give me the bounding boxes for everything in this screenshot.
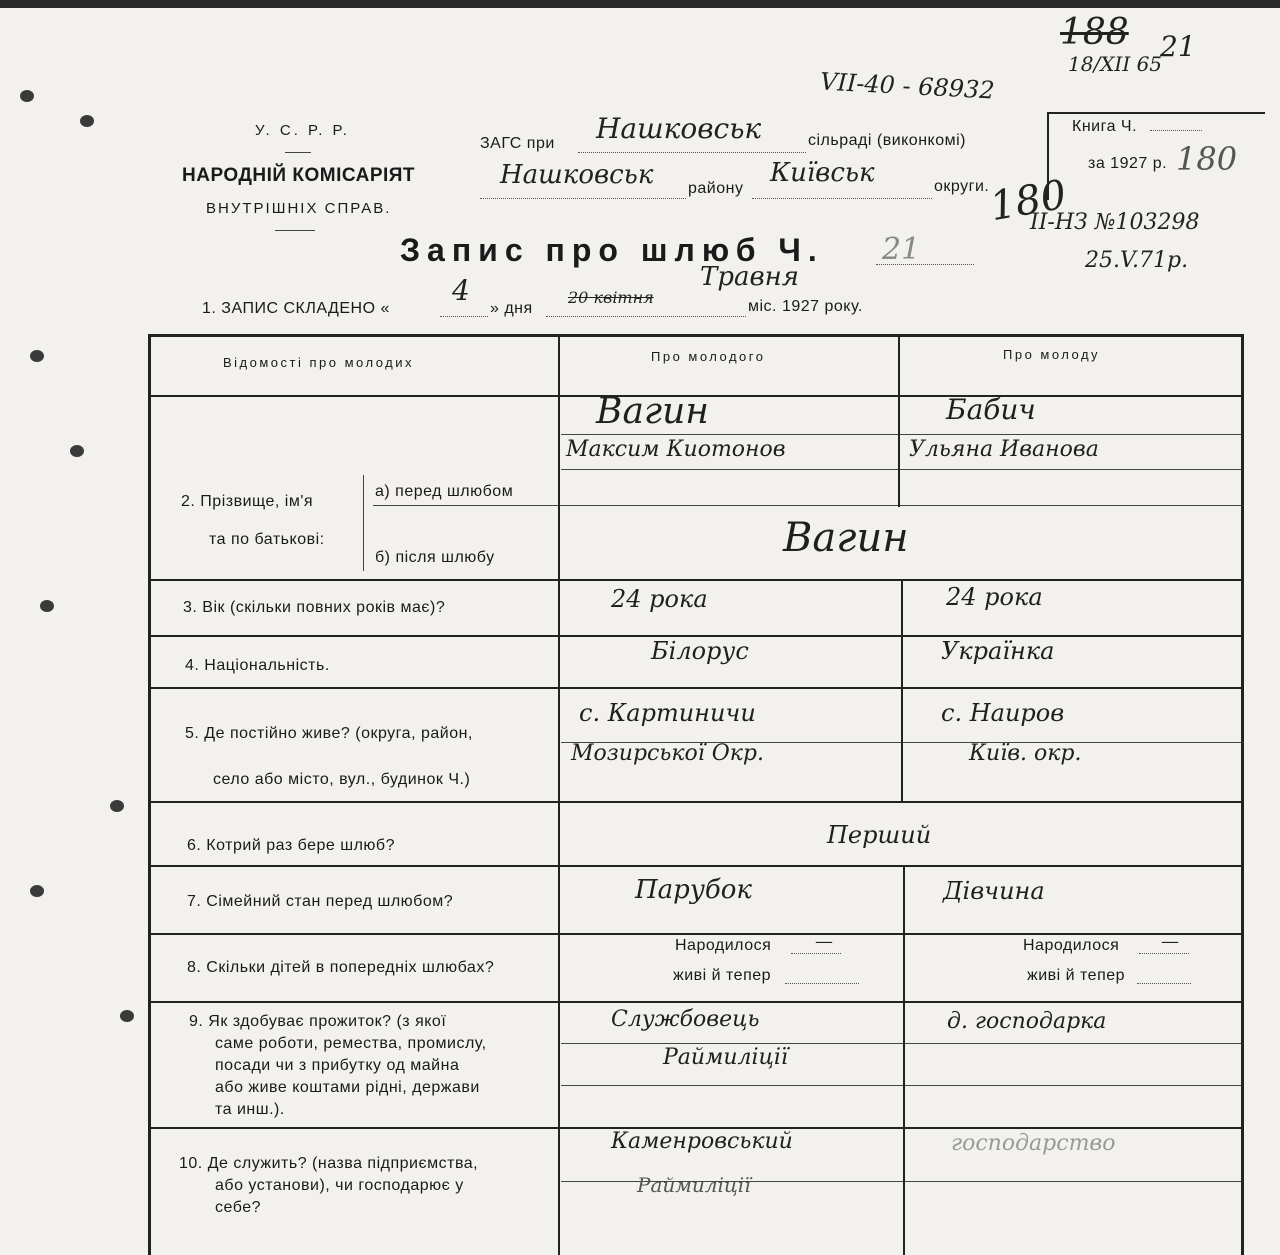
raion-label: району	[688, 180, 744, 197]
groom-alive-label: живі й тепер	[673, 967, 772, 984]
row9-label-4: або живе коштами рідні, держави	[215, 1079, 480, 1096]
row10-label-2: або установи), чи господарює у	[215, 1177, 464, 1194]
row2-label-2: та по батькові:	[209, 531, 325, 548]
col-header-info: Відомості про молодих	[223, 355, 415, 370]
okruha-name: Київськ	[770, 158, 875, 188]
bride-name: Ульяна Иванова	[909, 437, 1099, 462]
record-month: Травня	[700, 262, 799, 292]
groom-nationality: Білорус	[651, 637, 749, 665]
record-day: 4	[452, 274, 470, 307]
groom-name: Максим Киотонов	[566, 437, 786, 462]
record-number: 21	[882, 232, 921, 267]
punch-hole	[80, 115, 94, 127]
groom-status: Парубок	[635, 875, 752, 905]
row7-label: 7. Сімейний стан перед шлюбом?	[187, 893, 454, 910]
groom-workplace: Каменровський	[611, 1129, 793, 1154]
record-date-prefix: 1. ЗАПИС СКЛАДЕНО «	[202, 300, 390, 317]
top-edge	[0, 0, 1280, 8]
marriage-count: Перший	[827, 821, 932, 849]
row6-label: 6. Котрий раз бере шлюб?	[187, 837, 395, 854]
bride-residence-village: с. Наиров	[941, 699, 1065, 727]
groom-born-value: —	[815, 931, 833, 952]
punch-hole	[70, 445, 84, 457]
groom-age: 24 рока	[611, 585, 708, 613]
row9-label-3: посади чи з прибутку од майна	[215, 1057, 460, 1074]
bride-born-value: —	[1161, 931, 1179, 952]
stamp-line-2: 25.V.71р.	[1085, 248, 1189, 273]
marriage-table	[148, 334, 1244, 1255]
punch-hole	[20, 90, 34, 102]
surname-after: Вагин	[783, 515, 909, 561]
bride-occupation: д. господарка	[947, 1009, 1107, 1034]
bride-residence-district: Київ. окр.	[969, 741, 1082, 766]
row3-label: 3. Вік (скільки повних років має)?	[183, 599, 446, 616]
book-year: за 1927 р.	[1088, 155, 1168, 172]
groom-surname: Вагин	[596, 391, 710, 432]
village-name: Нашковськ	[596, 112, 762, 145]
raion-name: Нашковськ	[500, 160, 654, 190]
row5-label-2: село або місто, вул., будинок Ч.)	[213, 771, 471, 788]
divider	[275, 230, 315, 231]
punch-hole	[40, 600, 54, 612]
zags-label: ЗАГС при	[480, 135, 555, 152]
bride-born-label: Народилося	[1023, 937, 1120, 954]
punch-hole	[120, 1010, 134, 1022]
record-title: Запис про шлюб Ч.	[400, 232, 824, 268]
row10-label-1: 10. Де служить? (назва підприємства,	[179, 1155, 479, 1172]
row2-after: б) після шлюбу	[375, 549, 495, 566]
groom-workplace-2: Раймиліції	[637, 1173, 751, 1197]
groom-residence-district: Мозирської Окр.	[571, 741, 764, 766]
row8-label: 8. Скільки дітей в попередніх шлюбах?	[187, 959, 495, 976]
corner-number: 188	[1060, 12, 1129, 53]
usrr-heading: У. С. Р. Р.	[255, 122, 350, 139]
bride-alive-label: живі й тепер	[1027, 967, 1126, 984]
divider	[285, 152, 311, 153]
row2-label-1: 2. Прізвище, ім'я	[181, 493, 314, 510]
book-label: Книга Ч.	[1072, 118, 1138, 135]
col-header-groom: Про молодого	[651, 349, 766, 364]
department-heading: ВНУТРІШНІХ СПРАВ.	[206, 200, 392, 217]
bride-status: Дівчина	[943, 877, 1045, 905]
row10-label-3: себе?	[215, 1199, 261, 1216]
corner-date: 18/XII 65	[1068, 52, 1163, 76]
row9-label-5: та инш.).	[215, 1101, 285, 1118]
stamp-line-1: II-НЗ №103298	[1030, 210, 1200, 235]
row9-label-2: саме роботи, ремества, промислу,	[215, 1035, 487, 1052]
silradi-label: сільраді (виконкомі)	[808, 132, 966, 149]
punch-hole	[30, 885, 44, 897]
groom-occupation: Службовець	[611, 1007, 760, 1032]
commissariat-heading: НАРОДНІЙ КОМІСАРІЯТ	[182, 165, 416, 186]
bride-nationality: Українка	[941, 637, 1055, 665]
margin-number: 180	[986, 171, 1070, 231]
okruha-label: округи.	[934, 178, 990, 195]
row2-before: а) перед шлюбом	[375, 483, 514, 500]
row4-label: 4. Національність.	[185, 657, 330, 674]
punch-hole	[30, 350, 44, 362]
row5-label-1: 5. Де постійно живе? (округа, район,	[185, 725, 473, 742]
archive-code: VII-40 - 68932	[819, 67, 996, 105]
col-header-bride: Про молоду	[1003, 347, 1101, 362]
bride-age: 24 рока	[946, 583, 1043, 611]
row9-label-1: 9. Як здобуває прожиток? (з якої	[189, 1013, 447, 1030]
bride-workplace: господарство	[951, 1131, 1116, 1156]
record-month-struck: 20 квітня	[568, 288, 654, 307]
record-day-suffix: » дня	[490, 300, 533, 317]
groom-residence-village: с. Картиничи	[579, 699, 756, 727]
groom-occupation-place: Раймиліції	[663, 1045, 788, 1070]
book-number: 180	[1176, 140, 1238, 178]
bride-surname: Бабич	[946, 393, 1036, 426]
punch-hole	[110, 800, 124, 812]
groom-born-label: Народилося	[675, 937, 772, 954]
record-year: міс. 1927 року.	[748, 298, 863, 315]
corner-page: 21	[1160, 30, 1196, 63]
